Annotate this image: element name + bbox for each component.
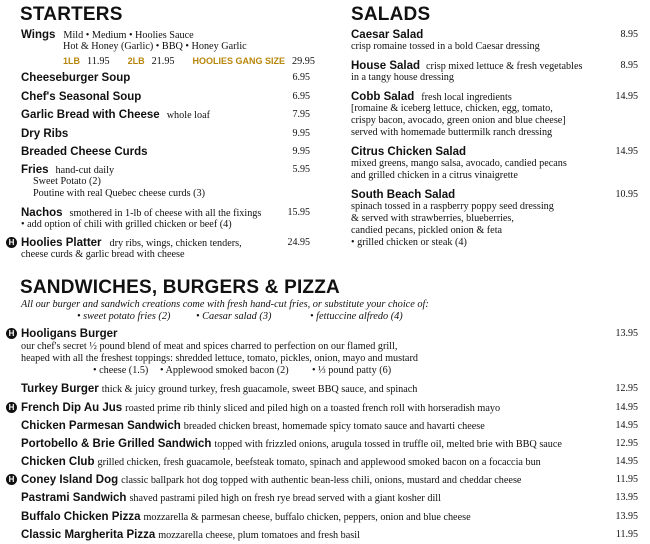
menu-item (21, 108, 210, 123)
menu-item-hooligans (21, 327, 117, 341)
item-desc: and grilled chicken in a citrus vinaigrette (351, 170, 518, 181)
menu-item (21, 510, 471, 525)
burger-option: • ⅓ pound patty (6) (312, 365, 392, 376)
item-desc: smothered in 1-lb of cheese with all the fixings (69, 208, 262, 219)
item-desc: thick & juicy ground turkey, fresh guacamole, sweet BBQ sauce, and spinach (101, 384, 418, 395)
item-price: 12.95 (615, 438, 638, 449)
fries-option: Sweet Potato (2) (33, 176, 101, 187)
item-name: Garlic Bread with Cheese (21, 109, 160, 121)
sandwiches-heading: SANDWICHES, BURGERS & PIZZA (20, 277, 340, 298)
menu-item (21, 491, 441, 506)
sub-option: • fettuccine alfredo (4) (310, 311, 403, 322)
item-desc: breaded chicken breast, homemade spicy tomato sauce and havarti cheese (183, 421, 485, 432)
item-desc: mozzarella cheese, plum tomatoes and fresh basil (158, 530, 360, 541)
item-price: 11.95 (615, 529, 638, 540)
item-desc: topped with frizzled onions, arugula tossed in truffle oil, melted brie with BBQ sauce (214, 439, 562, 450)
size-price: 11.95 (87, 56, 110, 67)
menu-item (21, 90, 141, 104)
fries-option: Poutine with real Quebec cheese curds (3) (33, 188, 205, 199)
item-desc: heaped with all the freshest toppings: shredded lettuce, tomato, pickles, onion, mayo and mustard (21, 353, 418, 364)
menu-item (351, 145, 466, 159)
item-name: Breaded Cheese Curds (21, 146, 148, 158)
item-desc: Mild • Medium • Hoolies Sauce (63, 30, 194, 41)
item-name: Nachos (21, 207, 63, 219)
item-price: 7.95 (292, 109, 310, 120)
item-name: Cheeseburger Soup (21, 72, 131, 84)
item-name: Turkey Burger (21, 383, 99, 395)
menu-item (21, 437, 562, 452)
item-desc: classic ballpark hot dog topped with authentic bean-less chili, onions, mustard and cheddar cheese (121, 475, 522, 486)
menu-item (21, 71, 130, 85)
size-price: 29.95 (292, 56, 315, 67)
item-name: South Beach Salad (351, 189, 456, 201)
item-name: Fries (21, 164, 49, 176)
item-name: Coney Island Dog (21, 474, 119, 486)
item-desc: grilled chicken, fresh guacamole, beefsteak tomato, spinach and applewood smoked bacon on a focaccia bun (97, 457, 541, 468)
house-favorite-icon: H (6, 402, 17, 413)
item-desc: crisp romaine tossed in a bold Caesar dressing (351, 41, 540, 52)
wings-sizes (63, 54, 315, 69)
item-option: • grilled chicken or steak (4) (351, 237, 467, 248)
burger-option: • Applewood smoked bacon (2) (160, 365, 289, 376)
item-price: 24.95 (287, 237, 310, 248)
wings-flavors: Hot & Honey (Garlic) • BBQ • Honey Garlic (63, 41, 247, 52)
size-price: 21.95 (151, 56, 175, 67)
item-desc: roasted prime rib thinly sliced and piled high on a toasted french roll with horseradish mayo (125, 403, 501, 414)
burger-option: • cheese (1.5) (93, 365, 149, 376)
item-name: Chicken Parmesan Sandwich (21, 420, 181, 432)
item-name: Portobello & Brie Grilled Sandwich (21, 438, 212, 450)
item-price: 12.95 (615, 383, 638, 394)
house-favorite-icon: H (6, 237, 17, 248)
item-desc: served with homemade buttermilk ranch dressing (351, 127, 553, 138)
item-desc: [romaine & iceberg lettuce, chicken, egg, tomato, (351, 103, 553, 114)
item-price: 13.95 (615, 328, 638, 339)
item-name: Hooligans Burger (21, 328, 118, 340)
item-name: Cobb Salad (351, 91, 415, 103)
item-desc: fresh local ingredients (421, 92, 512, 103)
item-price: 6.95 (292, 91, 310, 102)
item-price: 8.95 (620, 29, 638, 40)
menu-item (21, 382, 417, 397)
item-desc: in a tangy house dressing (351, 72, 454, 83)
item-desc: our chef's secret ½ pound blend of meat and spices charred to perfection on our flamed grill, (21, 341, 398, 352)
item-desc: shaved pastrami piled high on fresh rye bread served with a giant kosher dill (129, 493, 441, 504)
item-price: 14.95 (615, 402, 638, 413)
item-price: 14.95 (615, 456, 638, 467)
menu-item (21, 473, 521, 488)
item-price: 15.95 (287, 207, 310, 218)
item-desc: crisp mixed lettuce & fresh vegetables (426, 61, 583, 72)
item-price: 14.95 (615, 91, 638, 102)
menu-item (21, 401, 500, 416)
item-desc: dry ribs, wings, chicken tenders, (109, 238, 242, 249)
item-desc: hand-cut daily (55, 165, 115, 176)
item-name: Hoolies Platter (21, 237, 102, 249)
item-desc: crispy bacon, avocado, green onion and blue cheese] (351, 115, 566, 126)
item-price: 14.95 (615, 420, 638, 431)
item-name: Wings (21, 29, 56, 41)
sandwiches-intro: All our burger and sandwich creations come with fresh hand-cut fries, or substitute your choice of: (21, 299, 429, 310)
item-name: Chicken Club (21, 456, 95, 468)
item-name: Citrus Chicken Salad (351, 146, 467, 158)
sub-option: • Caesar salad (3) (196, 311, 272, 322)
menu-item (21, 455, 541, 470)
item-desc: candied pecans, pickled onion & feta (351, 225, 503, 236)
item-price: 9.95 (292, 128, 310, 139)
menu-item (351, 28, 423, 42)
size-label: 1LB (63, 56, 81, 66)
menu-item (21, 127, 68, 141)
size-label: HOOLIES GANG SIZE (192, 56, 286, 66)
menu-item (21, 145, 148, 159)
item-name: Caesar Salad (351, 29, 424, 41)
salads-heading: SALADS (351, 4, 431, 25)
item-desc: mixed greens, mango salsa, avocado, candied pecans (351, 158, 567, 169)
item-name: Dry Ribs (21, 128, 69, 140)
menu-item (351, 188, 455, 202)
item-name: Classic Margherita Pizza (21, 529, 156, 541)
item-price: 13.95 (615, 511, 638, 522)
item-price: 11.95 (615, 474, 638, 485)
item-name: Pastrami Sandwich (21, 492, 127, 504)
house-favorite-icon: H (6, 328, 17, 339)
item-name: Buffalo Chicken Pizza (21, 511, 141, 523)
menu-item (21, 419, 485, 434)
item-name: House Salad (351, 60, 421, 72)
item-price: 13.95 (615, 492, 638, 503)
platter-desc: cheese curds & garlic bread with cheese (21, 249, 185, 260)
item-price: 6.95 (292, 72, 310, 83)
item-name: French Dip Au Jus (21, 402, 123, 414)
item-desc: mozzarella & parmesan cheese, buffalo chicken, peppers, onion and blue cheese (143, 512, 471, 523)
nachos-option: • add option of chili with grilled chicken or beef (4) (21, 219, 232, 230)
item-price: 9.95 (292, 146, 310, 157)
item-price: 5.95 (292, 164, 310, 175)
item-desc: & served with strawberries, blueberries, (351, 213, 514, 224)
item-price: 8.95 (620, 60, 638, 71)
sub-option: • sweet potato fries (2) (77, 311, 171, 322)
starters-heading: STARTERS (20, 4, 123, 25)
item-desc: spinach tossed in a raspberry poppy seed dressing (351, 201, 554, 212)
item-price: 10.95 (615, 189, 638, 200)
item-desc: whole loaf (166, 110, 210, 121)
item-name: Chef's Seasonal Soup (21, 91, 142, 103)
house-favorite-icon: H (6, 474, 17, 485)
size-label: 2LB (127, 56, 145, 66)
menu-item (21, 528, 360, 543)
item-price: 14.95 (615, 146, 638, 157)
